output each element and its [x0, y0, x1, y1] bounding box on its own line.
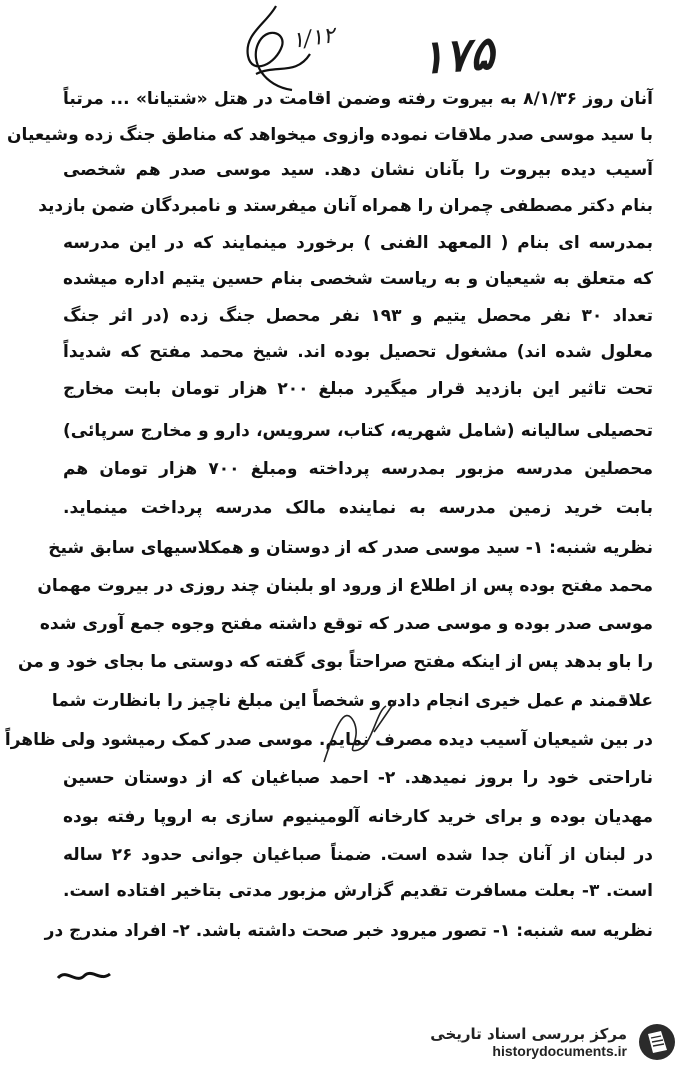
document-line: مهدیان بوده و برای خرید کارخانه آلومینیوم سازی به اروپا رفته بوده	[63, 807, 653, 827]
document-line: بمدرسه ای بنام ( المعهد الفنی ) برخورد مینمایند که در این مدرسه	[63, 233, 653, 253]
document-line: نظریه سه شنبه: ۱- تصور میرود خبر صحت داشته باشد. ۲- افراد مندرج در	[44, 921, 653, 941]
document-line: معلول شده اند) مشغول تحصیل بوده اند. شیخ محمد مفتح که شدیداً	[63, 342, 653, 362]
handwritten-date: ۱/۱۲	[290, 23, 337, 54]
document-line: آسیب دیده بیروت را بآنان نشان دهد. سید موسی صدر هم شخصی	[63, 160, 653, 180]
document-line: ناراحتی خود را بروز نمیدهد. ۲- احمد صباغیان که از دوستان حسین	[63, 768, 653, 788]
watermark-url: historydocuments.ir	[492, 1043, 627, 1059]
document-line: را باو بدهد پس از اینکه مفتح صراحتاً بوی گفته که دوستی ما بجای خود و من	[17, 652, 653, 672]
document-line: محمد مفتح بوده پس از اطلاع از ورود او بلبنان چند روزی در بیروت مهمان	[37, 576, 653, 596]
document-line: بابت خرید زمین مدرسه به نماینده مالک مدرسه پرداخت مینماید.	[63, 498, 653, 518]
handwritten-bottom-mark	[54, 964, 114, 988]
document-line: در لبنان از آنان جدا شده است. ضمناً صباغیان جوانی حدود ۲۶ ساله	[63, 845, 653, 865]
handwritten-file-number: ۱۷۵	[418, 25, 496, 85]
document-line: تحت تاثیر این بازدید قرار میگیرد مبلغ ۲۰۰ هزار تومان بابت مخارج	[63, 379, 653, 399]
document-line: با سید موسی صدر ملاقات نموده وازوی میخواهد که مناطق جنگ زده وشیعیان	[7, 125, 653, 145]
watermark-name: مرکز بررسی اسناد تاریخی	[430, 1025, 627, 1043]
document-line: موسی صدر بوده و موسی صدر که توقع داشته مفتح وجوه جمع آوری شده	[39, 614, 653, 634]
document-line: آنان روز ۸/۱/۳۶ به بیروت رفته وضمن اقامت در هتل «شتیانا» ... مرتباً	[63, 89, 653, 109]
document-line: محصلین مدرسه مزبور بمدرسه پرداخته ومبلغ ۷۰۰ هزار تومان هم	[63, 459, 653, 479]
document-line: علاقمند م عمل خیری انجام داده و شخصاً این مبلغ ناچیز را بانظارت شما	[51, 691, 653, 711]
document-line: که متعلق به شیعیان و به ریاست شخصی بنام حسین یتیم اداره میشده	[63, 269, 653, 289]
archive-watermark	[430, 1022, 677, 1062]
document-line: تعداد ۳۰ نفر محصل یتیم و ۱۹۳ نفر محصل جنگ زده (در اثر جنگ	[63, 306, 653, 326]
margin-annotation-scribble	[314, 692, 404, 772]
archive-logo-icon	[637, 1022, 677, 1062]
document-line: نظریه شنبه: ۱- سید موسی صدر که از دوستان و همکلاسیهای سابق شیخ	[48, 538, 653, 558]
document-line: تحصیلی سالیانه (شامل شهریه، کتاب، سرویس، دارو و مخارج سرپائی)	[63, 421, 653, 441]
document-line: است. ۳- بعلت مسافرت تقدیم گزارش مزبور مدتی بتاخیر افتاده است.	[63, 881, 654, 901]
document-line: در بین شیعیان آسیب دیده مصرف نمایم. موسی صدر کمک رمیشود ولی ظاهراً	[4, 730, 653, 750]
document-line: بنام دکتر مصطفی چمران را همراه آنان میفرستد و نامبردگان ضمن بازدید	[38, 196, 653, 216]
